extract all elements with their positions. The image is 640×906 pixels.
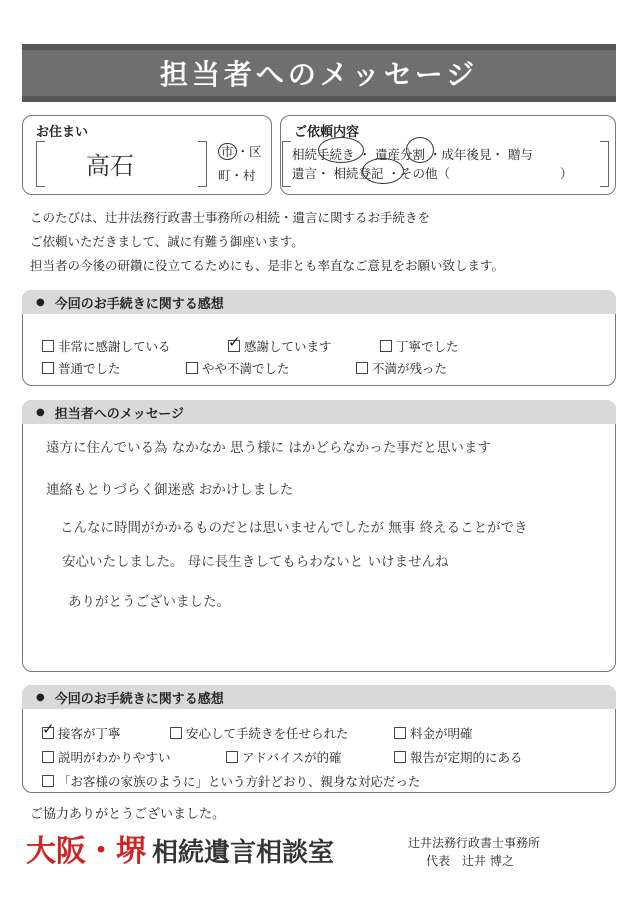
brand-red: 大阪・堺 xyxy=(26,834,146,869)
option-label: 説明がわかりやすい xyxy=(58,750,171,765)
intro-line1: このたびは、辻井法務行政書士事務所の相続・遺言に関するお手続きを xyxy=(30,210,431,225)
section3-header xyxy=(22,685,616,709)
checkbox-checked[interactable] xyxy=(42,727,54,739)
option-label: 丁寧でした xyxy=(396,339,459,354)
request-line2 xyxy=(292,164,572,182)
message-line-2: 連絡もとりづらく御迷惑 おかけしました xyxy=(46,482,294,498)
s3-option-7[interactable] xyxy=(42,772,421,790)
s1-option-4[interactable] xyxy=(42,359,121,377)
brand-dark: 相続遺言相談室 xyxy=(152,838,335,868)
s3-option-3[interactable] xyxy=(394,724,473,742)
s1-option-5[interactable] xyxy=(186,359,290,377)
s3-option-5[interactable] xyxy=(226,748,342,766)
bullet-icon: ● xyxy=(36,406,45,418)
bullet-icon: ● xyxy=(36,691,45,703)
checkbox[interactable] xyxy=(186,362,198,374)
option-label: 感謝しています xyxy=(244,339,332,354)
checkbox[interactable] xyxy=(170,727,182,739)
circle-mark-souzoku xyxy=(318,137,364,163)
title-banner xyxy=(22,44,616,102)
message-line-3: こんなに時間がかかるものだとは思いませんでしたが 無事 終えることができ xyxy=(60,520,528,536)
s3-option-1[interactable] xyxy=(42,724,121,742)
s1-option-6[interactable] xyxy=(356,359,447,377)
address-bracket-right xyxy=(198,141,207,187)
city-circled: 市 xyxy=(218,143,237,160)
option-label: 安心して手続きを任せられた xyxy=(186,726,349,741)
intro-line3: 担当者の今後の研鑽に役立てるためにも、是非とも率直なご意見をお願い致します。 xyxy=(30,258,505,273)
section1-header xyxy=(22,290,616,314)
s3-option-4[interactable] xyxy=(42,748,171,766)
address-unit-bottom: 町・村 xyxy=(218,168,256,183)
address-unit-top xyxy=(218,142,262,160)
footer-office: 辻井法務行政書士事務所 xyxy=(408,836,541,850)
s1-option-1[interactable] xyxy=(42,337,171,355)
section2-header xyxy=(22,400,616,424)
address-value: 高石 xyxy=(86,152,134,180)
checkbox[interactable] xyxy=(356,362,368,374)
option-label: 料金が明確 xyxy=(410,726,473,741)
request-label: ご依頼内容 xyxy=(294,125,360,140)
page-title: 担当者へのメッセージ xyxy=(159,58,479,91)
option-label: 報告が定期的にある xyxy=(410,750,523,765)
option-label: 「お客様の家族のように」という方針どおり、親身な対応だった xyxy=(58,774,421,789)
footer-rep: 代表 辻井 博之 xyxy=(426,854,514,868)
s1-option-3[interactable] xyxy=(380,337,459,355)
option-label: アドバイスが的確 xyxy=(242,750,342,765)
s3-option-2[interactable] xyxy=(170,724,349,742)
s3-option-6[interactable] xyxy=(394,748,523,766)
footer-thanks: ご協力ありがとうございました。 xyxy=(30,807,226,822)
option-label: 普通でした xyxy=(58,361,121,376)
bullet-icon: ● xyxy=(36,296,45,308)
option-label: やや不満でした xyxy=(202,361,290,376)
section2-heading: 担当者へのメッセージ xyxy=(54,406,184,422)
checkbox[interactable] xyxy=(42,775,54,787)
request-bracket-left xyxy=(282,141,291,187)
request-bracket-right xyxy=(600,141,609,187)
message-line-4: 安心いたしました。 母に長生きしてもらわないと いけませんね xyxy=(62,554,449,570)
section3-heading: 今回のお手続きに関する感想 xyxy=(54,691,224,707)
intro-line2: ご依頼いただきまして、誠に有難う御座います。 xyxy=(30,234,304,249)
circle-mark-touki xyxy=(362,158,404,184)
checkbox[interactable] xyxy=(42,340,54,352)
checkbox[interactable] xyxy=(226,751,238,763)
s1-option-2[interactable] xyxy=(228,337,332,355)
checkbox[interactable] xyxy=(394,751,406,763)
address-label: お住まい xyxy=(36,125,89,140)
message-line-5: ありがとうございました。 xyxy=(68,594,230,610)
request-line2-b: ） xyxy=(559,166,573,181)
checkbox[interactable] xyxy=(394,727,406,739)
checkbox[interactable] xyxy=(380,340,392,352)
unit-top-rest: ・区 xyxy=(236,144,262,159)
checkbox[interactable] xyxy=(42,751,54,763)
request-line2-a: 遺言・ 相続登記 ・その他（ xyxy=(292,166,450,181)
request-line1: 相続手続き ・ 遺産分割 ・成年後見・ 贈与 xyxy=(292,147,533,162)
option-label: 接客が丁寧 xyxy=(58,726,121,741)
address-bracket-left xyxy=(36,141,45,187)
circle-mark-bunkatsu xyxy=(406,137,434,163)
section1-heading: 今回のお手続きに関する感想 xyxy=(54,296,224,312)
message-line-1: 遠方に住んでいる為 なかなか 思う様に はかどらなかった事だと思います xyxy=(46,440,491,456)
option-label: 非常に感謝している xyxy=(58,339,171,354)
checkbox-checked[interactable] xyxy=(228,340,240,352)
brand-logo xyxy=(26,826,334,870)
checkbox[interactable] xyxy=(42,362,54,374)
option-label: 不満が残った xyxy=(372,361,448,376)
